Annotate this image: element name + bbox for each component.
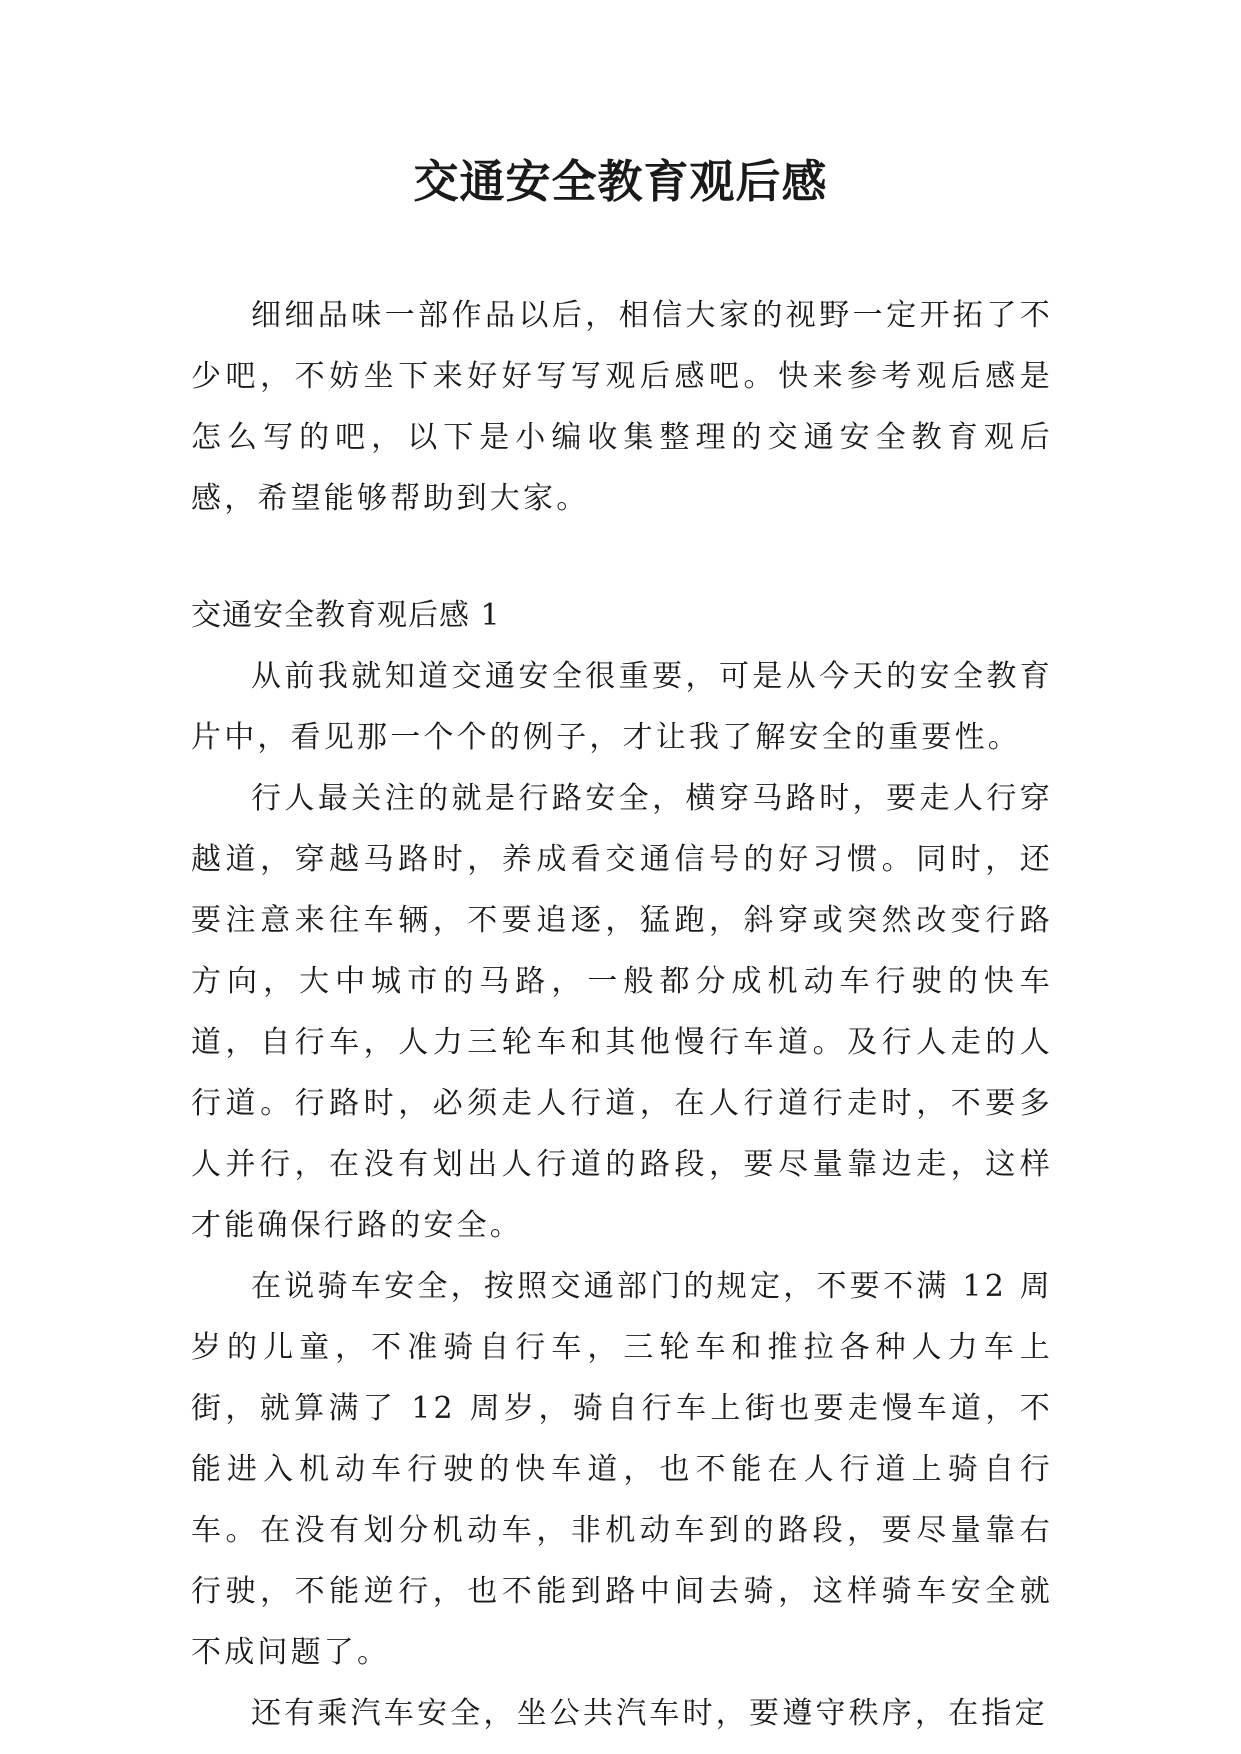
document-title: 交通安全教育观后感 bbox=[413, 155, 828, 208]
body-paragraph: 在说骑车安全，按照交通部门的规定，不要不满 12 周岁的儿童，不准骑自行车，三轮车和推拉各种人力车上街，就算满了 12 周岁，骑自行车上街也要走慢车道，不能进入机动车行驶的快车道，也不能在人行道上骑自行车。在没有划分机动车，非机动车到的路段，要尽量靠右行驶，不能逆行，也不能到路中间去骑，这样骑车安全就不成问题了。 bbox=[191, 1269, 1053, 1670]
section-heading: 交通安全教育观后感 1 bbox=[191, 598, 501, 633]
intro-paragraph: 细细品味一部作品以后，相信大家的视野一定开拓了不少吧，不妨坐下来好好写写观后感吧。快来参考观后感是怎么写的吧，以下是小编收集整理的交通安全教育观后感，希望能够帮助到大家。 bbox=[191, 298, 1053, 516]
body-paragraph: 从前我就知道交通安全很重要，可是从今天的安全教育片中，看见那一个个的例子，才让我了解安全的重要性。 bbox=[191, 659, 1053, 755]
body-paragraph: 还有乘汽车安全，坐公共汽车时，要遵守秩序，在指定 bbox=[251, 1696, 1048, 1731]
body-paragraph: 行人最关注的就是行路安全，横穿马路时，要走人行穿越道，穿越马路时，养成看交通信号的好习惯。同时，还要注意来往车辆，不要追逐，猛跑，斜穿或突然改变行路方向，大中城市的马路，一般都分成机动车行驶的快车道，自行车，人力三轮车和其他慢行车道。及行人走的人行道。行路时，必须走人行道，在人行道行走时，不要多人并行，在没有划出人行道的路段，要尽量靠边走，这样才能确保行路的安全。 bbox=[191, 781, 1053, 1243]
document-body bbox=[191, 285, 1053, 1744]
